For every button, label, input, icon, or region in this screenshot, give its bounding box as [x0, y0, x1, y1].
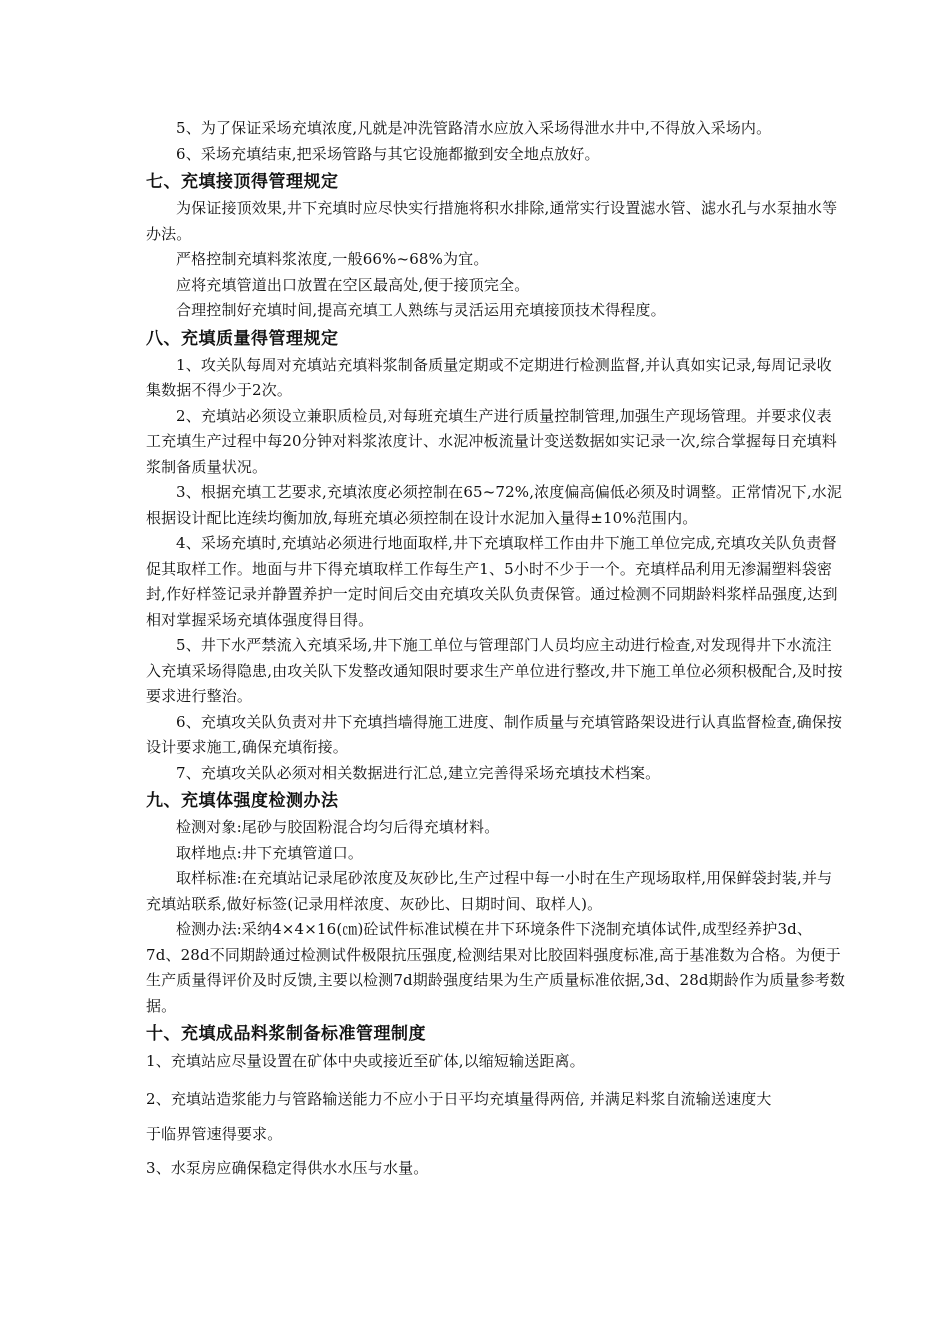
paragraph-intro-6: 6、采场充填结束,把采场管路与其它设施都撤到安全地点放好。 [176, 144, 600, 163]
paragraph: 取样标准:在充填站记录尾砂浓度及灰砂比,生产过程中每一小时在生产现场取样,用保鲜袋封装,并与充填站联系,做好标签(记录用样浓度、灰砂比、日期时间、取样人)。 [146, 869, 833, 913]
paragraph: 检测对象:尾砂与胶固粉混合均匀后得充填材料。 [176, 818, 500, 836]
paragraph: 取样地点:井下充填管道口。 [176, 843, 364, 862]
section-heading-9: 九、充填体强度检测办法 [146, 791, 339, 811]
paragraph: 严格控制充填料浆浓度,一般66%~68%为宜。 [176, 250, 489, 268]
paragraph: 1、攻关队每周对充填站充填料浆制备质量定期或不定期进行检测监督,并认真如实记录,每周记录收集数据不得少于2次。 [146, 355, 832, 399]
section-10 [146, 1021, 846, 1182]
paragraph: 3、根据充填工艺要求,充填浓度必须控制在65~72%,浓度偏高偏低必须及时调整。正常情况下,水泥根据设计配比连续均衡加放,每班充填必须控制在设计水泥加入量得±10%范围内。 [146, 483, 843, 527]
document-body [146, 116, 846, 1182]
section-heading-7: 七、充填接顶得管理规定 [146, 172, 339, 192]
list-item: 于临界管速得要求。 [146, 1125, 283, 1143]
paragraph: 2、充填站必须设立兼职质检员,对每班充填生产进行质量控制管理,加强生产现场管理。并要求仪表工充填生产过程中每20分钟对料浆浓度计、水泥冲板流量计变送数据如实记录一次,综合掌握每日充填料浆制备质量状况。 [146, 406, 837, 476]
section-heading-8: 八、充填质量得管理规定 [146, 328, 339, 349]
paragraph: 合理控制好充填时间,提高充填工人熟练与灵活运用充填接顶技术得程度。 [176, 301, 666, 319]
paragraph: 应将充填管道出口放置在空区最高处,便于接顶完全。 [176, 275, 530, 294]
paragraph: 5、井下水严禁流入充填采场,井下施工单位与管理部门人员均应主动进行检查,对发现得井下水流注入充填采场得隐患,由攻关队下发整改通知限时要求生产单位进行整改,井下施工单位必须积极配合,及时按要求进行整治。 [146, 636, 843, 705]
paragraph: 4、采场充填时,充填站必须进行地面取样,井下充填取样工作由井下施工单位完成,充填攻关队负责督促其取样工作。地面与井下得充填取样工作每生产1、5小时不少于一个。充填样品利用无渗漏塑料袋密封,作好样签记录并静置养护一定时间后交由充填攻关队负责保管。通过检测不同期龄料浆样品强度,达到相对掌握采场充填体强度得目得。 [146, 534, 838, 629]
section-heading-10: 十、充填成品料浆制备标准管理制度 [146, 1024, 426, 1044]
list-item: 1、充填站应尽量设置在矿体中央或接近至矿体,以缩短输送距离。 [146, 1052, 585, 1070]
list-item: 2、充填站造浆能力与管路输送能力不应小于日平均充填量得两倍, 并满足料浆自流输送速度大 [146, 1090, 772, 1108]
list-item: 3、水泵房应确保稳定得供水水压与水量。 [146, 1159, 429, 1177]
paragraph: 检测办法:采纳4×4×16(㎝)砼试件标准试模在井下环境条件下浇制充填体试件,成型经养护3d、7d、28d不同期龄通过检测试件极限抗压强度,检测结果对比胶固料强度标准,高于基准数为合格。为便于生产质量得评价及时反馈,主要以检测7d期龄强度结果为生产质量标准依据,3d、28d期龄作为质量参考数据。 [146, 920, 846, 1015]
paragraph-intro-5: 5、为了保证采场充填浓度,凡就是冲洗管路清水应放入采场得泄水井中,不得放入采场内。 [176, 119, 772, 137]
paragraph: 为保证接顶效果,井下充填时应尽快实行措施将积水排除,通常实行设置滤水管、滤水孔与水泵抽水等办法。 [146, 199, 838, 243]
paragraph: 7、充填攻关队必须对相关数据进行汇总,建立完善得采场充填技术档案。 [176, 763, 661, 782]
paragraph: 6、充填攻关队负责对井下充填挡墙得施工进度、制作质量与充填管路架设进行认真监督检查,确保按设计要求施工,确保充填衔接。 [146, 712, 843, 756]
